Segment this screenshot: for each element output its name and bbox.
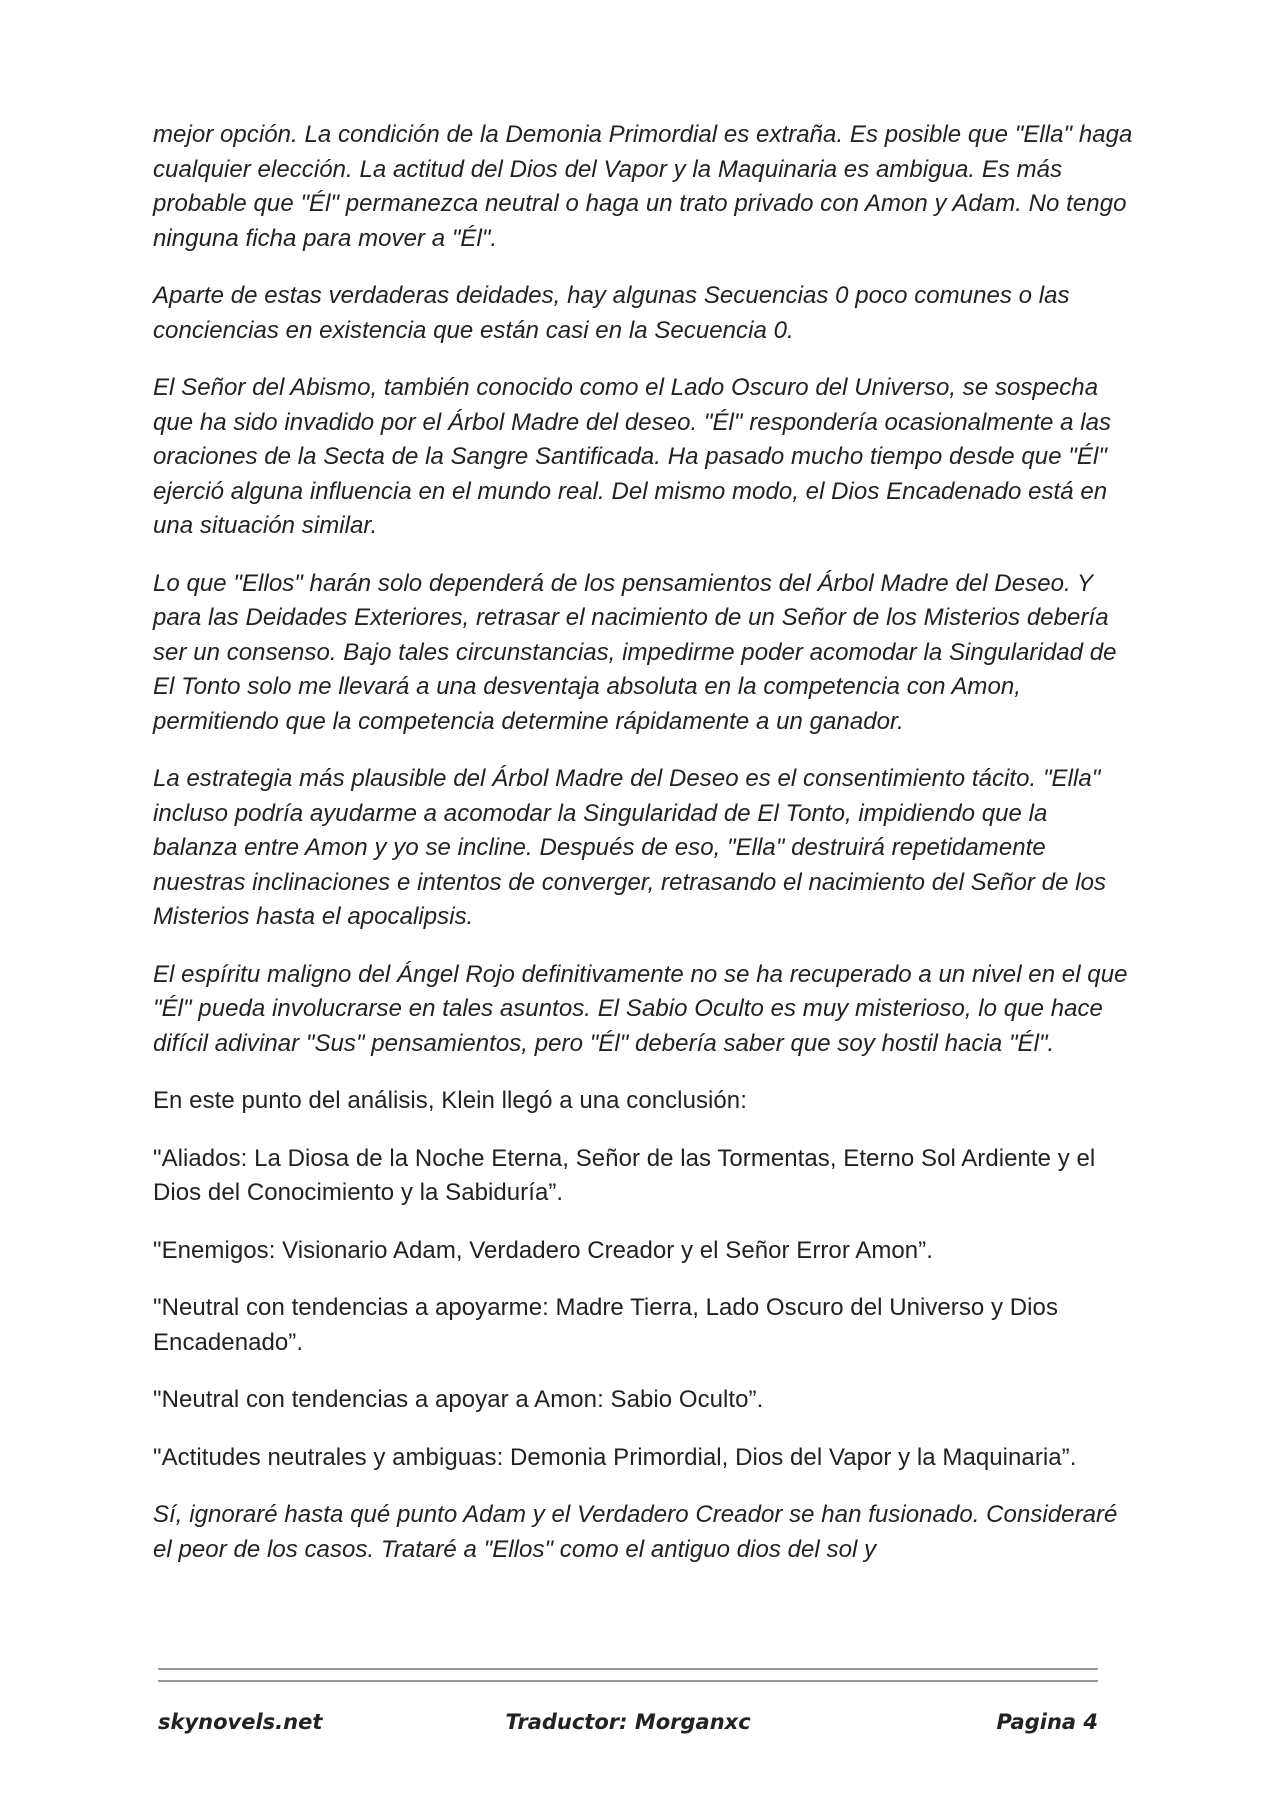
footer-translator: Traductor: Morganxc (505, 1710, 751, 1734)
paragraph-2: Aparte de estas verdaderas deidades, hay algunas Secuencias 0 poco comunes o las conciencias en existencia que están casi en la Secuencia 0. (153, 282, 1070, 344)
paragraph-7: En este punto del análisis, Klein llegó a una conclusión: (153, 1087, 747, 1114)
footer-page-number: Pagina 4 (996, 1710, 1098, 1734)
footer-divider-top (158, 1668, 1098, 1670)
paragraph-13: Sí, ignoraré hasta qué punto Adam y el Verdadero Creador se han fusionado. Consideraré el peor de los casos. Trataré a "Ellos" como el antiguo dios del sol y (153, 1501, 1118, 1563)
paragraph-4: Lo que "Ellos" harán solo dependerá de los pensamientos del Árbol Madre del Deseo. Y para las Deidades Exteriores, retrasar el nacimiento de un Señor de los Misterios debería ser un consenso. Bajo tales circunstancias, impedirme poder acomodar la Singularidad de El Tonto solo me llevará a una desventaja absoluta en la competencia con Amon, permitiendo que la competencia determine rápidamente a un ganador. (153, 569, 1117, 735)
paragraph-1: mejor opción. La condición de la Demonia Primordial es extraña. Es posible que "Ella" haga cualquier elección. La actitud del Dios del Vapor y la Maquinaria es ambigua. Es más probable que "Él" permanezca neutral o haga un trato privado con Amon y Adam. No tengo ninguna ficha para mover a "Él". (153, 121, 1133, 252)
page-footer (158, 1710, 1098, 1746)
paragraph-10: "Neutral con tendencias a apoyarme: Madre Tierra, Lado Oscuro del Universo y Dios Encadenado”. (153, 1294, 1058, 1356)
paragraph-5: La estrategia más plausible del Árbol Madre del Deseo es el consentimiento tácito. "Ella" incluso podría ayudarme a acomodar la Singularidad de El Tonto, impidiendo que la balanza entre Amon y yo se incline. Después de eso, "Ella" destruirá repetidamente nuestras inclinaciones e intentos de converger, retrasando el nacimiento del Señor de los Misterios hasta el apocalipsis. (153, 765, 1107, 930)
paragraph-8: "Aliados: La Diosa de la Noche Eterna, Señor de las Tormentas, Eterno Sol Ardiente y el Dios del Conocimiento y la Sabiduría”. (153, 1144, 1096, 1206)
document-body (153, 118, 1133, 1590)
paragraph-3: El Señor del Abismo, también conocido como el Lado Oscuro del Universo, se sospecha que ha sido invadido por el Árbol Madre del deseo. "Él" respondería ocasionalmente a las oraciones de la Secta de la Sangre Santificada. Ha pasado mucho tiempo desde que "Él" ejerció alguna influencia en el mundo real. Del mismo modo, el Dios Encadenado está en una situación similar. (153, 374, 1112, 539)
footer-site: skynovels.net (158, 1710, 323, 1734)
paragraph-6: El espíritu maligno del Ángel Rojo definitivamente no se ha recuperado a un nivel en el que "Él" pueda involucrarse en tales asuntos. El Sabio Oculto es muy misterioso, lo que hace difícil adivinar "Sus" pensamientos, pero "Él" debería saber que soy hostil hacia "Él". (153, 960, 1128, 1057)
paragraph-12: "Actitudes neutrales y ambiguas: Demonia Primordial, Dios del Vapor y la Maquinaria”. (153, 1443, 1077, 1471)
paragraph-9: "Enemigos: Visionario Adam, Verdadero Creador y el Señor Error Amon”. (153, 1236, 933, 1264)
paragraph-11: "Neutral con tendencias a apoyar a Amon: Sabio Oculto”. (153, 1386, 764, 1413)
footer-divider-bottom (158, 1680, 1098, 1682)
